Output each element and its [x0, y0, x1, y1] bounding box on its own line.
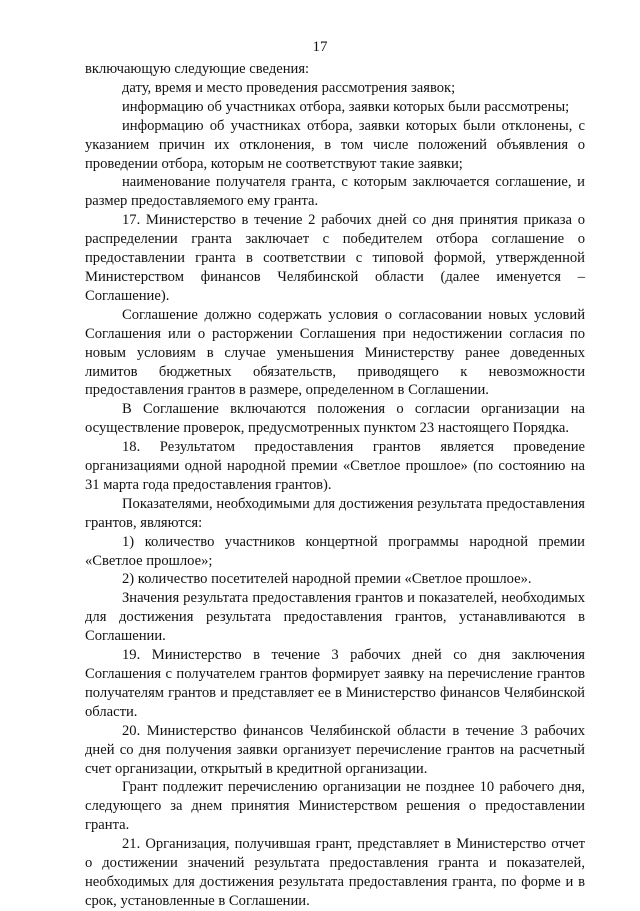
paragraph: 19. Министерство в течение 3 рабочих дней со дня заключения Соглашения с получателем грантов формирует заявку на перечисление грантов получателям грантов и представляет ее в Министерство финансов Челябинской области.: [85, 647, 585, 720]
paragraph: Грант подлежит перечислению организации не позднее 10 рабочего дня, следующего за днем принятия Министерством решения о предоставлении гранта.: [85, 779, 585, 834]
paragraph: наименование получателя гранта, с которым заключается соглашение, и размер предоставляемого ему гранта.: [85, 174, 585, 210]
document-body: [85, 60, 585, 911]
paragraph: 20. Министерство финансов Челябинской области в течение 3 рабочих дней со дня получения заявки организует перечисление грантов на расчетный счет организации, открытый в кредитной организации.: [85, 722, 585, 777]
paragraph: Соглашение должно содержать условия о согласовании новых условий Соглашения или о расторжении Соглашения при недостижении согласия по новым условиям в случае уменьшения Министерству ранее доведенных лимитов бюджетных обязательств, приводящего к невозможности предоставления грантов в размере, определенном в Соглашении.: [85, 306, 585, 399]
paragraph: Показателями, необходимыми для достижения результата предоставления грантов, являются:: [85, 495, 585, 531]
paragraph: включающую следующие сведения:: [85, 61, 310, 77]
paragraph: 21. Организация, получившая грант, представляет в Министерство отчет о достижении значений результата предоставления гранта и показателей, необходимых для достижения результата предоставления гранта, по форме и в срок, установленные в Соглашении.: [85, 836, 585, 909]
paragraph: дату, время и место проведения рассмотрения заявок;: [122, 79, 456, 96]
paragraph: 2) количество посетителей народной премии «Светлое прошлое».: [122, 571, 532, 588]
paragraph: 18. Результатом предоставления грантов является проведение организациями одной народной премии «Светлое прошлое» (по состоянию на 31 марта года предоставления грантов).: [85, 439, 585, 493]
paragraph: 1) количество участников концертной программы народной премии «Светлое прошлое»;: [85, 533, 585, 569]
paragraph: информацию об участниках отбора, заявки которых были рассмотрены;: [122, 98, 570, 115]
paragraph: 17. Министерство в течение 2 рабочих дней со дня принятия приказа о распределении гранта заключает с победителем отбора соглашение о предоставлении гранта в соответствии с типовой формой, утвержденной Министерством финансов Челябинской области (далее именуется – Соглашение).: [85, 212, 585, 304]
paragraph: В Соглашение включаются положения о согласии организации на осуществление проверок, предусмотренных пунктом 23 настоящего Порядка.: [85, 401, 585, 437]
page-number: 17: [312, 39, 328, 55]
paragraph: Значения результата предоставления грантов и показателей, необходимых для достижения результата предоставления грантов, устанавливаются в Соглашении.: [85, 590, 585, 645]
paragraph: информацию об участниках отбора, заявки которых были отклонены, с указанием причин их отклонения, в том числе положений объявления о проведении отбора, которым не соответствуют такие заявки;: [85, 117, 585, 172]
